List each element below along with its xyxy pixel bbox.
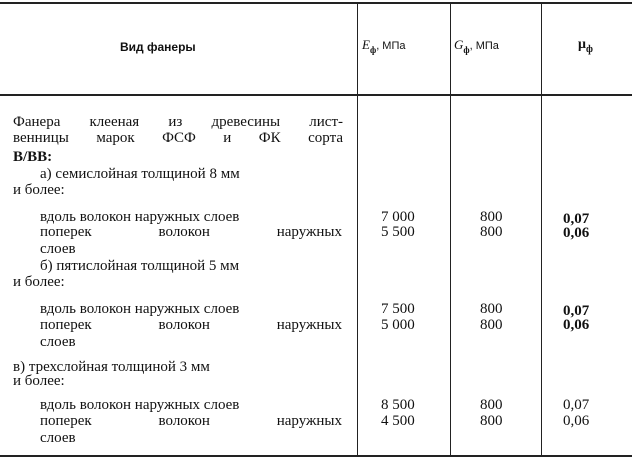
header-g-symbol: G <box>454 37 464 52</box>
header-g-sub: ф <box>463 45 470 55</box>
bottom-rule <box>0 455 632 457</box>
group-a-row-1-label: вдоль волокон наружных слоев <box>40 209 240 225</box>
header-g-unit: , МПа <box>469 40 499 52</box>
group-a-row-1-mu: 0,07 <box>563 211 590 227</box>
group-c-title-cont: и более: <box>13 373 65 389</box>
group-c-row-1-g: 800 <box>480 397 503 413</box>
group-c-row-2-mu: 0,06 <box>563 413 590 429</box>
group-b-title-cont: и более: <box>13 274 65 290</box>
group-a-row-2-e: 5 500 <box>381 224 415 240</box>
group-b-row-2-label-cont: слоев <box>40 334 76 350</box>
group-a-row-2-mu: 0,06 <box>563 225 590 241</box>
group-a-row-2-g: 800 <box>480 224 503 240</box>
header-e-unit: , МПа <box>376 40 406 52</box>
group-c-row-2-label: поперек волокон наружных <box>40 413 342 429</box>
top-rule <box>0 2 632 4</box>
group-a-title-cont: и более: <box>13 182 65 198</box>
group-c-title: в) трехслойная толщиной 3 мм <box>13 359 210 375</box>
header-e-sub: ф <box>369 45 377 55</box>
intro-line-1: Фанера клееная из древесины лист- <box>13 114 343 130</box>
group-c-row-2-g: 800 <box>480 413 503 429</box>
group-b-row-1-label: вдоль волокон наружных слоев <box>40 301 240 317</box>
group-b-row-1-mu: 0,07 <box>563 303 590 319</box>
group-a-title: а) семислойная толщиной 8 мм <box>40 166 240 182</box>
group-a-row-1-g: 800 <box>480 209 503 225</box>
group-b-row-2-mu: 0,06 <box>563 317 590 333</box>
group-a-row-2-label-cont: слоев <box>40 241 76 257</box>
group-b-row-1-g: 800 <box>480 301 503 317</box>
group-b-row-1-e: 7 500 <box>381 301 415 317</box>
group-c-row-2-e: 4 500 <box>381 413 415 429</box>
header-mu-symbol: μ <box>578 37 586 52</box>
group-c-row-1-mu: 0,07 <box>563 397 590 413</box>
header-rule <box>0 94 632 96</box>
intro-line-3: В/ВВ: <box>13 149 53 165</box>
group-b-row-2-g: 800 <box>480 317 503 333</box>
group-c-row-2-label-cont: слоев <box>40 430 76 446</box>
group-b-row-2-label: поперек волокон наружных <box>40 317 342 333</box>
header-e-symbol: E <box>362 37 370 52</box>
header-e <box>362 38 406 55</box>
header-g <box>454 38 499 55</box>
group-a-row-2-label: поперек волокон наружных <box>40 224 342 240</box>
column-divider-2 <box>450 4 451 455</box>
group-b-row-2-e: 5 000 <box>381 317 415 333</box>
column-divider-1 <box>357 4 358 455</box>
header-mu <box>578 38 593 55</box>
header-mu-sub: ф <box>585 44 593 55</box>
group-b-title: б) пятислойная толщиной 5 мм <box>40 258 240 274</box>
header-type: Вид фанеры <box>120 40 196 54</box>
group-c-row-1-e: 8 500 <box>381 397 415 413</box>
group-c-row-1-label: вдоль волокон наружных слоев <box>40 397 240 413</box>
column-divider-3 <box>541 4 542 455</box>
intro-line-2: венницы марок ФСФ и ФК сорта <box>13 130 343 146</box>
group-a-row-1-e: 7 000 <box>381 209 415 225</box>
